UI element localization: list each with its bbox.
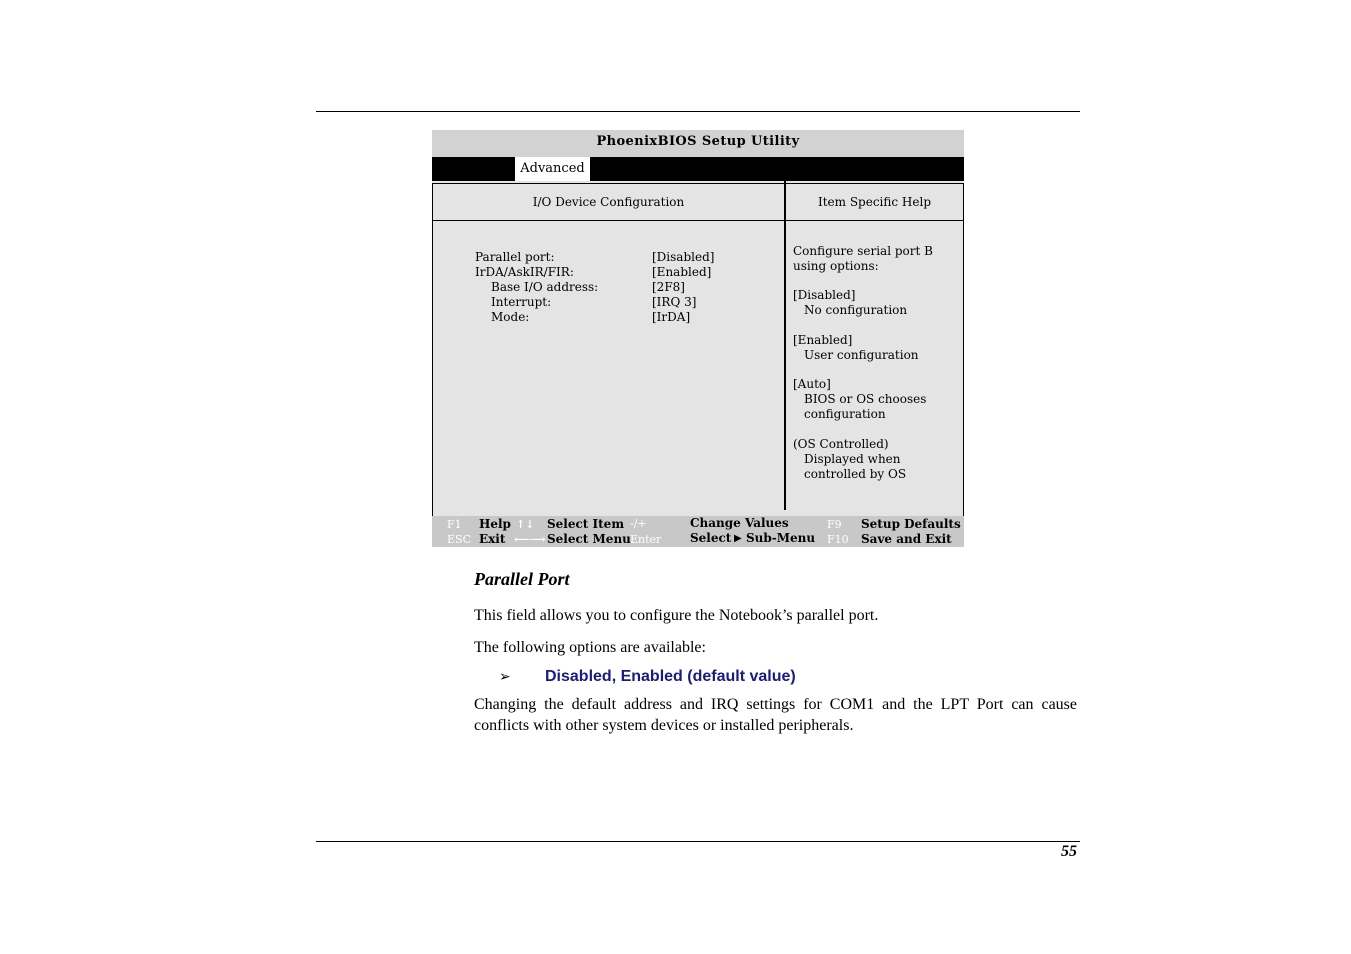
help-text: (OS Controlled)	[793, 437, 889, 451]
help-text: Configure serial port B	[793, 244, 933, 258]
submenu-label: Sub-Menu	[746, 531, 816, 545]
f9-key: F9	[827, 518, 842, 531]
bios-menu-bar	[432, 157, 964, 181]
page-number: 55	[1061, 843, 1077, 860]
exit-label: Exit	[479, 532, 506, 546]
f1-key: F1	[447, 518, 462, 531]
panel-divider	[784, 180, 786, 510]
setting-label: Parallel port:	[475, 250, 555, 264]
top-rule	[316, 111, 1080, 112]
up-down-arrow-icon: ↑↓	[516, 518, 535, 531]
submenu-arrow-icon: ▶	[734, 533, 742, 544]
select-item-label: Select Item	[547, 517, 625, 531]
setting-value[interactable]: [IrDA]	[652, 310, 691, 324]
setting-label: Base I/O address:	[491, 280, 599, 294]
select-label: Select	[690, 531, 732, 545]
help-text: [Disabled]	[793, 288, 856, 302]
setting-value[interactable]: [2F8]	[652, 280, 685, 294]
help-text: User configuration	[804, 348, 919, 362]
help-label: Help	[479, 517, 511, 531]
help-text: using options:	[793, 259, 879, 273]
help-text: [Auto]	[793, 377, 831, 391]
bullet-item: Disabled, Enabled (default value)	[545, 668, 796, 685]
header-divider	[433, 220, 963, 221]
setting-label: Mode:	[491, 310, 530, 324]
bios-title: PhoenixBIOS Setup Utility	[432, 130, 964, 157]
paragraph: The following options are available:	[474, 639, 706, 656]
left-right-arrow-icon: ⟵⟶	[514, 533, 546, 546]
help-text: BIOS or OS chooses	[804, 392, 927, 406]
esc-key: ESC	[447, 533, 471, 546]
paragraph: Changing the default address and IRQ settings for COM1 and the LPT Port can cause conflicts with other system devices or installed peripherals.	[474, 696, 1077, 734]
select-menu-label: Select Menu	[547, 532, 631, 546]
main-panel-header: I/O Device Configuration	[532, 195, 685, 209]
setup-defaults-label: Setup Defaults	[861, 517, 961, 531]
bios-screenshot	[432, 130, 964, 547]
setting-label: Interrupt:	[491, 295, 552, 309]
help-text: controlled by OS	[804, 467, 907, 481]
setting-value[interactable]: [IRQ 3]	[652, 295, 697, 309]
bios-status-bar	[432, 516, 964, 547]
f10-key: F10	[827, 533, 849, 546]
minus-plus-key: -/+	[630, 517, 647, 530]
help-text: No configuration	[804, 303, 908, 317]
bullet-arrow-icon: ➢	[499, 669, 511, 685]
help-text: Displayed when	[804, 452, 901, 466]
help-text: [Enabled]	[793, 333, 853, 347]
help-panel-header: Item Specific Help	[817, 195, 932, 209]
bottom-rule	[316, 841, 1080, 842]
help-text: configuration	[804, 407, 886, 421]
change-values-label: Change Values	[690, 516, 789, 530]
setting-label: IrDA/AskIR/FIR:	[475, 265, 574, 279]
setting-value[interactable]: [Enabled]	[652, 265, 712, 279]
section-heading: Parallel Port	[474, 569, 570, 589]
paragraph: This field allows you to configure the Notebook’s parallel port.	[474, 607, 879, 624]
enter-key: Enter	[630, 533, 662, 546]
setting-value[interactable]: [Disabled]	[652, 250, 715, 264]
tab-advanced[interactable]: Advanced	[515, 157, 590, 181]
bios-main-frame	[432, 183, 964, 517]
save-and-exit-label: Save and Exit	[861, 532, 952, 546]
